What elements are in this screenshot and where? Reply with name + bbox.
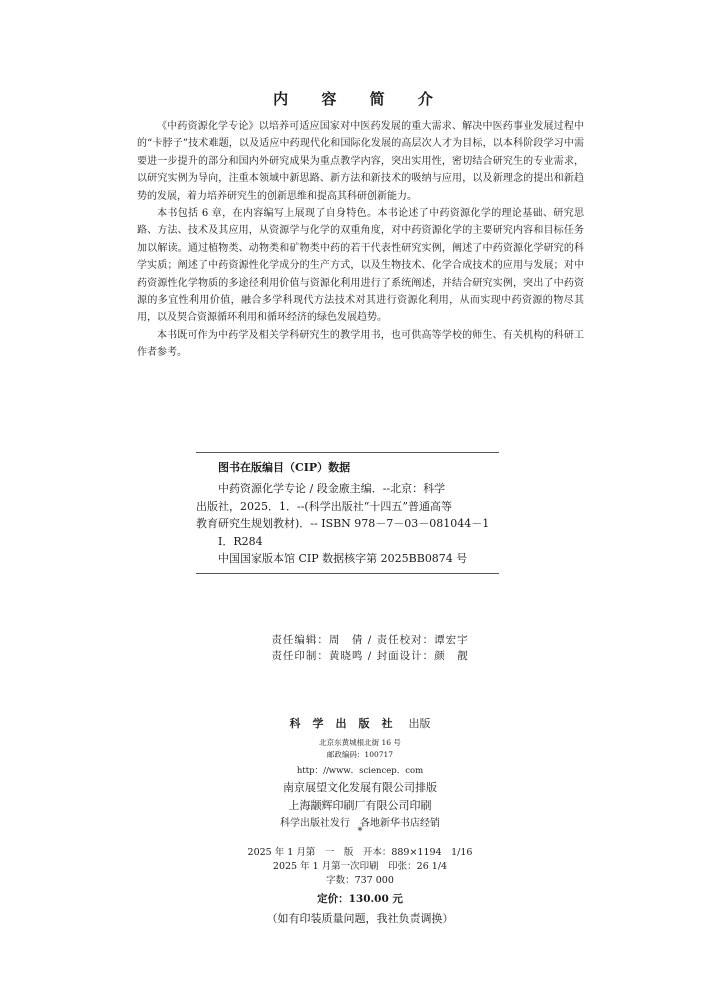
cip-classification: Ⅰ．R284 (218, 534, 263, 548)
publisher-block (0, 712, 720, 833)
edition-line: 2025 年 1 月第 一 版 开本：889×1194 1/16 (247, 847, 473, 858)
word-count: 字数：737 000 (326, 875, 394, 886)
publisher-address: 北京东黄城根北街 16 号 (319, 738, 401, 747)
separator-star: * (357, 826, 363, 837)
summary-text (137, 118, 584, 362)
cip-title: 图书在版编目（CIP）数据 (218, 461, 351, 474)
staff-credits (0, 632, 720, 664)
staff-line-production: 责任印制：黄晓鸣 / 封面设计：颜 靓 (271, 650, 469, 662)
summary-paragraph: 本书既可作为中药学及相关学科研究生的教学用书，也可供高等学校的师生、有关机构的科研工作者参考。 (137, 329, 584, 359)
publisher-suffix: 出版 (408, 717, 431, 730)
cip-line: 教育研究生规划教材)．-- ISBN 978－7－03－081044－1 (196, 517, 490, 530)
summary-title: 内 容 简 介 (273, 90, 447, 108)
publisher-postcode: 邮政编码：100717 (326, 750, 394, 759)
cip-body (196, 480, 499, 568)
printer: 上海颛辉印刷厂有限公司印刷 (288, 799, 432, 812)
cip-record-number: 中国国家版本馆 CIP 数据核字第 2025BB0874 号 (218, 552, 468, 565)
quality-notice: （如有印装质量问题，我社负责调换） (266, 912, 454, 925)
publisher-url: http：//www．sciencep．com (296, 766, 424, 776)
summary-paragraph: 《中药资源化学专论》以培养可适应国家对中医药发展的重大需求、解决中医药事业发展过程中的“卡脖子”技术难题，以及适应中药现代化和国际化发展的高层次人才为目标，以本科阶段学习中需要进一步提升的部分和国内外研究成果为重点教学内容，突出实用性，密切结合研究生的专业需求，以研究实例为导向，注重本领域中新思路、新方法和新技术的吸纳与应用，以及新理念的提出和新趋势的发展，着力培养研究生的创新思维和提高其科研创新能力。 (137, 121, 584, 202)
staff-line-editors: 责任编辑：周 倩 / 责任校对：谭宏宇 (271, 634, 469, 646)
cip-block (196, 452, 499, 574)
distribution: 科学出版社发行 各地新华书店经销 (280, 818, 440, 829)
cip-line: 出版社，2025．1．--(科学出版社“十四五”普通高等 (196, 499, 452, 513)
edition-block (0, 846, 720, 928)
price: 定价：130.00 元 (317, 893, 403, 905)
edition-line: 2025 年 1 月第一次印刷 印张：26 1/4 (272, 861, 448, 872)
publisher-name-logo: 科学出版社 (289, 717, 405, 730)
cip-line: 中药资源化学专论 / 段金廒主编．--北京：科学 (218, 482, 446, 495)
summary-paragraph: 本书包括 6 章，在内容编写上展现了自身特色。本书论述了中药资源化学的理论基础、研究思路、方法、技术及其应用，从资源学与化学的双重角度，对中药资源化学的主要研究内容和目标任务加以解读。通过植物类、动物类和矿物类中药的若干代表性研究实例，阐述了中药资源化学研究的科学实质；阐述了中药资源性化学成分的生产方式，以及生物技术、化学合成技术的应用与发展；对中药资源性化学物质的多途径利用价值与资源化利用进行了系统阐述，并结合研究实例，突出了中药资源的多宜性利用价值，融合多学科现代方法技术对其进行资源化利用，从而实现中药资源的物尽其用，以及契合资源循环利用和循环经济的绿色发展趋势。 (137, 208, 584, 324)
typesetter: 南京展望文化发展有限公司排版 (283, 781, 437, 794)
